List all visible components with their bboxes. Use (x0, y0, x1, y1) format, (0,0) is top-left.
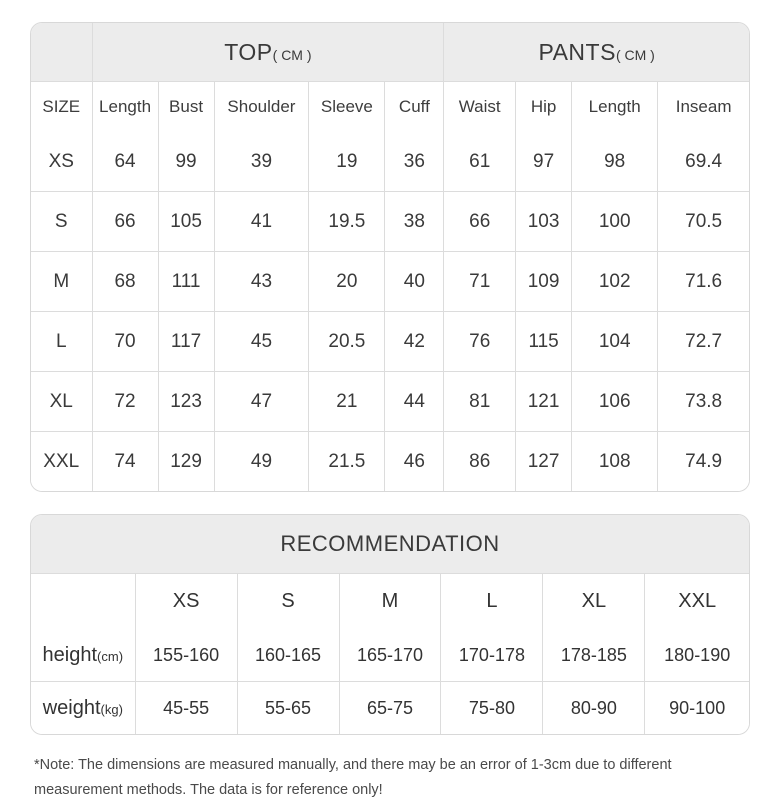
table-row (31, 192, 749, 252)
table-row (31, 252, 749, 312)
column-header-sleeve: Sleeve (309, 82, 385, 133)
cell-hip: 97 (516, 132, 572, 192)
column-header-inseam: Inseam (658, 82, 749, 133)
cell-waist: 71 (444, 252, 516, 312)
cell-size: S (31, 192, 92, 252)
recommendation-table-container (30, 514, 750, 735)
cell-sleeve: 21.5 (309, 432, 385, 492)
size-table (31, 23, 749, 491)
cell-weight-s: 55-65 (237, 682, 339, 735)
measurement-note-line2: measurement methods. The data is for reference only! (34, 782, 383, 799)
table-row (31, 312, 749, 372)
recommendation-size-xxl: XXL (645, 574, 749, 630)
cell-cuff: 40 (385, 252, 444, 312)
cell-top-length: 72 (92, 372, 158, 432)
column-header-cuff: Cuff (385, 82, 444, 133)
row-label-weight-unit: (kg) (100, 701, 123, 717)
cell-hip: 109 (516, 252, 572, 312)
cell-weight-xs: 45-55 (135, 682, 237, 735)
cell-size: XS (31, 132, 92, 192)
cell-hip: 115 (516, 312, 572, 372)
cell-shoulder: 43 (214, 252, 309, 312)
cell-top-length: 68 (92, 252, 158, 312)
row-label-weight (31, 682, 135, 735)
recommendation-size-m: M (339, 574, 441, 630)
measurement-note-line1: *Note: The dimensions are measured manually, and there may be an error of 1-3cm due to different (34, 757, 672, 773)
cell-pants-length: 106 (572, 372, 658, 432)
cell-sleeve: 21 (309, 372, 385, 432)
cell-bust: 129 (158, 432, 214, 492)
cell-top-length: 66 (92, 192, 158, 252)
cell-pants-length: 98 (572, 132, 658, 192)
size-table-group-header (31, 23, 749, 82)
cell-cuff: 38 (385, 192, 444, 252)
column-header-waist: Waist (444, 82, 516, 133)
table-row (31, 132, 749, 192)
cell-weight-xl: 80-90 (543, 682, 645, 735)
recommendation-size-header (31, 574, 749, 630)
cell-height-m: 165-170 (339, 629, 441, 682)
group-header-blank (31, 23, 92, 82)
cell-size: XL (31, 372, 92, 432)
group-header-pants-unit: ( CM ) (615, 46, 655, 63)
table-row (31, 629, 749, 682)
cell-inseam: 73.8 (658, 372, 749, 432)
row-label-height-text: height (42, 643, 98, 666)
cell-size: XXL (31, 432, 92, 492)
cell-shoulder: 41 (214, 192, 309, 252)
size-table-column-header (31, 82, 749, 133)
cell-height-xs: 155-160 (135, 629, 237, 682)
cell-waist: 81 (444, 372, 516, 432)
cell-size: M (31, 252, 92, 312)
cell-bust: 105 (158, 192, 214, 252)
cell-pants-length: 108 (572, 432, 658, 492)
cell-bust: 123 (158, 372, 214, 432)
recommendation-size-xs: XS (135, 574, 237, 630)
cell-weight-l: 75-80 (441, 682, 543, 735)
cell-cuff: 36 (385, 132, 444, 192)
recommendation-size-l: L (441, 574, 543, 630)
recommendation-size-s: S (237, 574, 339, 630)
cell-waist: 61 (444, 132, 516, 192)
cell-inseam: 70.5 (658, 192, 749, 252)
cell-bust: 99 (158, 132, 214, 192)
recommendation-title-row (31, 515, 749, 574)
cell-weight-m: 65-75 (339, 682, 441, 735)
group-header-top-label: TOP (224, 38, 273, 65)
column-header-shoulder: Shoulder (214, 82, 309, 133)
column-header-bust: Bust (158, 82, 214, 133)
row-label-height-unit: (cm) (97, 648, 124, 664)
cell-height-s: 160-165 (237, 629, 339, 682)
cell-inseam: 74.9 (658, 432, 749, 492)
recommendation-title: RECOMMENDATION (31, 515, 749, 574)
cell-hip: 127 (516, 432, 572, 492)
column-header-pants-length: Length (572, 82, 658, 133)
cell-cuff: 44 (385, 372, 444, 432)
cell-shoulder: 45 (214, 312, 309, 372)
row-label-height (31, 629, 135, 682)
cell-hip: 121 (516, 372, 572, 432)
cell-weight-xxl: 90-100 (645, 682, 749, 735)
cell-size: L (31, 312, 92, 372)
group-header-top (92, 23, 444, 82)
column-header-hip: Hip (516, 82, 572, 133)
cell-cuff: 46 (385, 432, 444, 492)
table-row (31, 432, 749, 492)
cell-pants-length: 104 (572, 312, 658, 372)
cell-height-xxl: 180-190 (645, 629, 749, 682)
cell-pants-length: 102 (572, 252, 658, 312)
group-header-pants (444, 23, 749, 82)
cell-shoulder: 39 (214, 132, 309, 192)
cell-sleeve: 19 (309, 132, 385, 192)
table-row (31, 682, 749, 735)
recommendation-header-blank (31, 574, 135, 630)
cell-sleeve: 19.5 (309, 192, 385, 252)
group-header-pants-label: PANTS (538, 38, 616, 65)
measurement-note (30, 753, 750, 804)
column-header-size: SIZE (31, 82, 92, 133)
cell-height-xl: 178-185 (543, 629, 645, 682)
cell-top-length: 70 (92, 312, 158, 372)
column-header-top-length: Length (92, 82, 158, 133)
cell-inseam: 69.4 (658, 132, 749, 192)
cell-bust: 111 (158, 252, 214, 312)
row-label-weight-text: weight (42, 696, 101, 719)
cell-pants-length: 100 (572, 192, 658, 252)
cell-bust: 117 (158, 312, 214, 372)
cell-shoulder: 47 (214, 372, 309, 432)
recommendation-size-xl: XL (543, 574, 645, 630)
cell-cuff: 42 (385, 312, 444, 372)
cell-waist: 66 (444, 192, 516, 252)
group-header-top-unit: ( CM ) (272, 46, 312, 63)
cell-hip: 103 (516, 192, 572, 252)
cell-top-length: 74 (92, 432, 158, 492)
recommendation-table (31, 515, 749, 734)
cell-top-length: 64 (92, 132, 158, 192)
cell-waist: 76 (444, 312, 516, 372)
cell-height-l: 170-178 (441, 629, 543, 682)
cell-waist: 86 (444, 432, 516, 492)
cell-inseam: 72.7 (658, 312, 749, 372)
cell-inseam: 71.6 (658, 252, 749, 312)
cell-shoulder: 49 (214, 432, 309, 492)
size-table-container (30, 22, 750, 492)
cell-sleeve: 20 (309, 252, 385, 312)
table-row (31, 372, 749, 432)
cell-sleeve: 20.5 (309, 312, 385, 372)
